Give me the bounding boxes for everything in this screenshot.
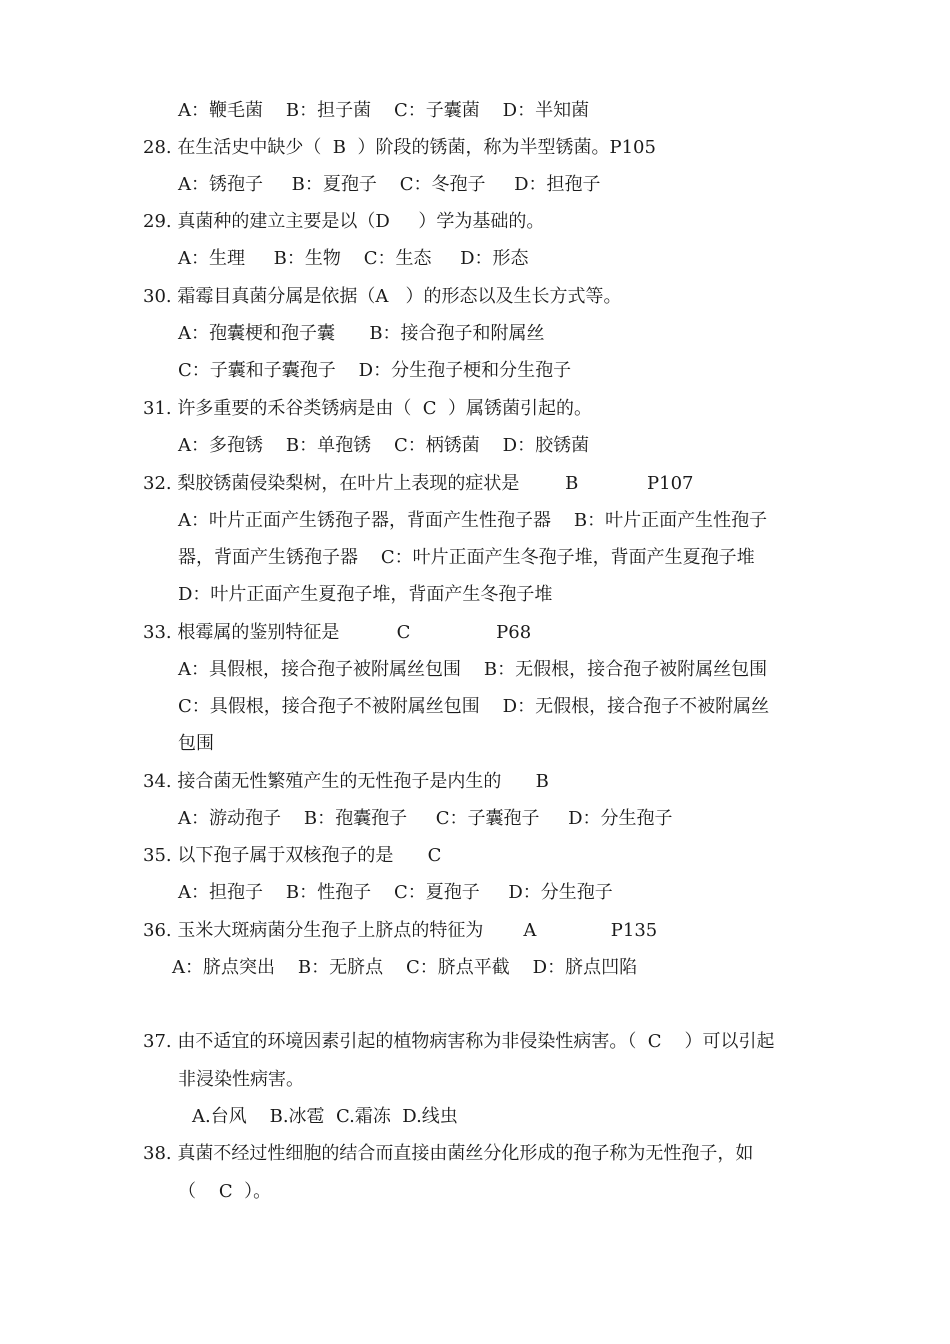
q35-options: A：担孢子 B：性孢子 C：夏孢子 D：分生孢子: [178, 882, 613, 903]
q36-options: A：脐点突出 B：无脐点 C：脐点平截 D：脐点凹陷: [172, 957, 638, 978]
q30-options-line1: A：孢囊梗和孢子囊 B：接合孢子和附属丝: [178, 323, 545, 344]
q38-question-line1: 38. 真菌不经过性细胞的结合而直接由菌丝分化形成的孢子称为无性孢子，如: [143, 1143, 754, 1164]
q29-question: 29. 真菌种的建立主要是以（D ）学为基础的。: [143, 211, 545, 232]
q32-options-line1: A：叶片正面产生锈孢子器，背面产生性孢子器 B：叶片正面产生性孢子: [178, 510, 768, 531]
q33-options-line2: C：具假根，接合孢子不被附属丝包围 D：无假根，接合孢子不被附属丝: [178, 696, 770, 717]
q27-options: A：鞭毛菌 B：担子菌 C：子囊菌 D：半知菌: [178, 100, 590, 121]
q32-question: 32. 梨胶锈菌侵染梨树，在叶片上表现的症状是 B P107: [143, 473, 694, 494]
q30-question: 30. 霜霉目真菌分属是依据（A ）的形态以及生长方式等。: [143, 286, 622, 307]
q31-options: A：多孢锈 B：单孢锈 C：柄锈菌 D：胶锈菌: [178, 435, 590, 456]
q35-question: 35. 以下孢子属于双核孢子的是 C: [143, 845, 442, 866]
q37-question-line2: 非浸染性病害。: [178, 1069, 304, 1090]
q33-question: 33. 根霉属的鉴别特征是 C P68: [143, 622, 532, 643]
q33-options-line1: A：具假根，接合孢子被附属丝包围 B：无假根，接合孢子被附属丝包围: [178, 659, 768, 680]
q33-options-line3: 包围: [178, 733, 214, 754]
q37-question-line1: 37. 由不适宜的环境因素引起的植物病害称为非侵染性病害。（ C ）可以引起: [143, 1031, 775, 1052]
q34-question: 34. 接合菌无性繁殖产生的无性孢子是内生的 B: [143, 771, 549, 792]
q32-options-line3: D：叶片正面产生夏孢子堆，背面产生冬孢子堆: [178, 584, 553, 605]
q38-question-line2: （ C ）。: [178, 1181, 272, 1202]
q37-options: A.台风 B.冰雹 C.霜冻 D.线虫: [192, 1106, 458, 1127]
q28-options: A：锈孢子 B：夏孢子 C：冬孢子 D：担孢子: [178, 174, 601, 195]
q29-options: A：生理 B：生物 C：生态 D：形态: [178, 248, 529, 269]
q30-options-line2: C：子囊和子囊孢子 D：分生孢子梗和分生孢子: [178, 360, 572, 381]
q28-question: 28. 在生活史中缺少（ B ）阶段的锈菌，称为半型锈菌。P105: [143, 137, 656, 158]
q32-options-line2: 器，背面产生锈孢子器 C：叶片正面产生冬孢子堆，背面产生夏孢子堆: [178, 547, 755, 568]
q34-options: A：游动孢子 B：孢囊孢子 C：子囊孢子 D：分生孢子: [178, 808, 673, 829]
q31-question: 31. 许多重要的禾谷类锈病是由（ C ）属锈菌引起的。: [143, 398, 593, 419]
q36-question: 36. 玉米大斑病菌分生孢子上脐点的特征为 A P135: [143, 920, 658, 941]
